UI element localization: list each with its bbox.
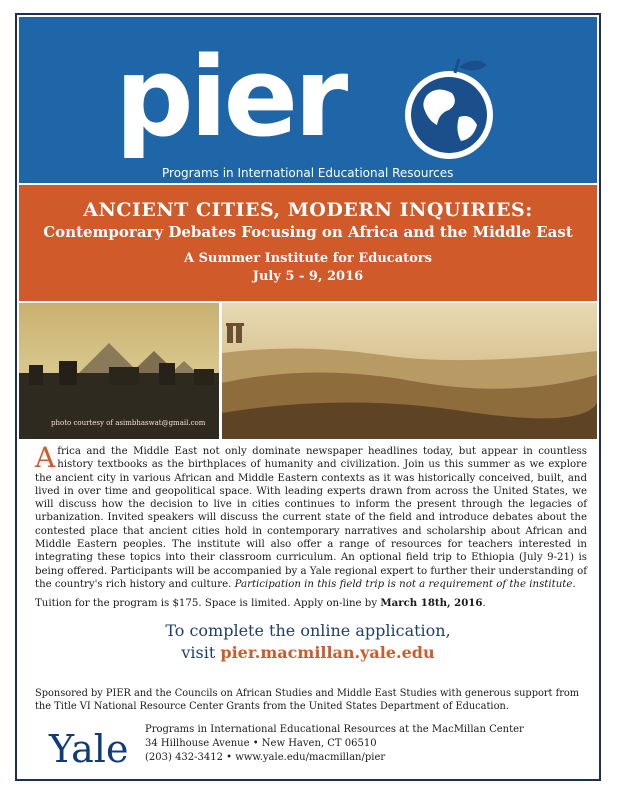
flyer-frame [15, 13, 601, 781]
deadline-date: March 18th, 2016 [380, 597, 483, 609]
event-title: ANCIENT CITIES, MODERN INQUIRIES: [83, 199, 533, 221]
description-text: frica and the Middle East not only dominate newspaper headlines today, but appear in countless history textbooks as the birthplaces of humanity and civilization. Join us this summer as we explore the ancient city in various African and Middle Eastern contexts as it was historically conceived, built, and lived in over time and geopolitical space. With leading experts drawn from across the United States, we will discuss how the decision to live in cities continues to inform the present through the legacies of urbanization. Invited speakers will discuss the current state of the field and introduce debates about the contested place that ancient cities hold in contemporary narratives and scholarship about African and Middle Eastern peoples. The institute will also offer a range of resources for teachers interested in integrating these topics into their classroom curriculum. An optional field trip to Ethiopia (July 9-21) is being offered. Participants will be accompanied by a Yale regional expert to further their understanding of the country's rich history and culture. [35, 446, 587, 590]
contact-address: 34 Hillhouse Avenue • New Haven, CT 06510 [145, 738, 377, 749]
contact-org: Programs in International Educational Resources at the MacMillan Center [145, 724, 524, 735]
description-paragraph [35, 441, 587, 591]
globe-apple-icon [397, 55, 505, 163]
event-dates: July 5 - 9, 2016 [252, 269, 364, 284]
photo-credit: photo courtesy of asimbhaswat@gmail.com [51, 419, 206, 427]
tuition-line [35, 597, 486, 609]
cta-line-2 [17, 643, 599, 662]
drop-cap: A [35, 441, 56, 474]
pier-logo-text: pier [115, 33, 345, 161]
cta-line-1: To complete the online application, [165, 621, 451, 640]
sponsor-statement: Sponsored by PIER and the Councils on African Studies and Middle East Studies with generous support from the Title VI National Resource Center Grants from the United States Department of Education. [35, 688, 580, 712]
cta-visit-label: visit [181, 643, 216, 662]
header-banner [19, 17, 597, 183]
application-url-link[interactable]: pier.macmillan.yale.edu [220, 643, 435, 662]
yale-wordmark: Yale [49, 727, 129, 771]
event-subtitle: Contemporary Debates Focusing on Africa and the Middle East [43, 223, 573, 241]
logo-subtitle: Programs in International Educational Resources [162, 166, 454, 180]
contact-block [145, 723, 524, 765]
field-trip-note: Participation in this field trip is not a requirement of the institute. [234, 578, 576, 590]
tuition-period: . [482, 598, 486, 609]
ancient-landscape-engraving [222, 303, 597, 439]
photo-strip [19, 303, 597, 439]
title-band [19, 185, 597, 301]
contact-phone-web: (203) 432-3412 • www.yale.edu/macmillan/pier [145, 752, 386, 763]
tuition-text: Tuition for the program is $175. Space is limited. Apply on-line by [35, 598, 378, 609]
institute-label: A Summer Institute for Educators [184, 251, 432, 266]
